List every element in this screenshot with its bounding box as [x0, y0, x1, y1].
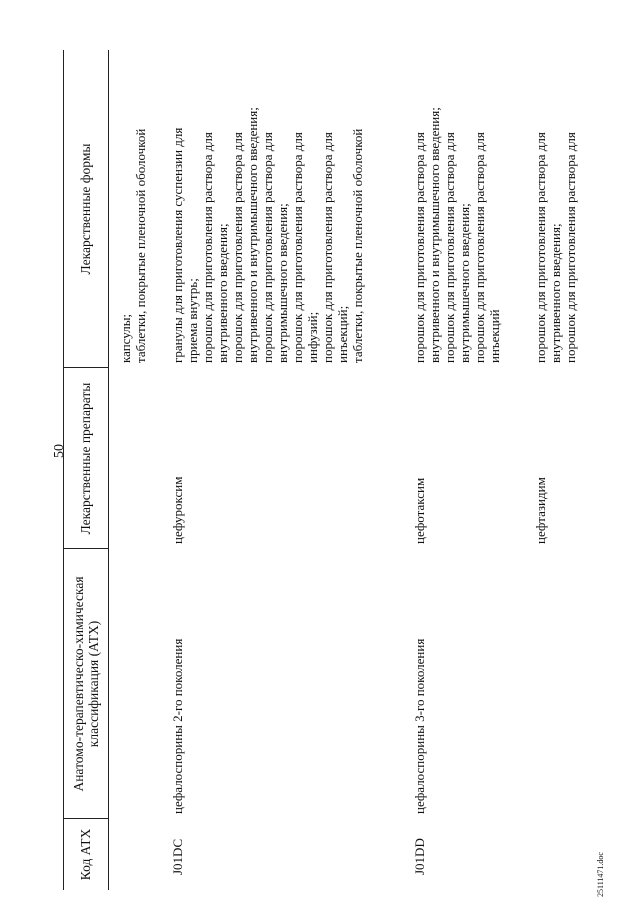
row-forms — [170, 107, 365, 363]
header-forms: Лекарственные формы — [78, 143, 93, 275]
form-line: инфузий; — [305, 311, 320, 363]
form-line: инъекций — [487, 309, 502, 363]
page-number: 50 — [52, 444, 67, 458]
row-classification: цефалоспорины 3-го поколения — [412, 638, 427, 814]
form-line: порошок для приготовления раствора для — [533, 132, 548, 363]
form-line: инъекций; — [335, 305, 350, 363]
form-line: порошок для приготовления раствора для — [290, 132, 305, 363]
continuation-forms — [118, 129, 148, 363]
header-classification-line2: классификация (АТХ) — [85, 620, 101, 748]
row-code: J01DC — [170, 838, 185, 875]
row-code: J01DD — [412, 838, 427, 875]
form-line: капсулы; — [118, 313, 133, 363]
form-line: внутривенного и внутримышечного введения; — [245, 107, 260, 363]
row-forms — [533, 132, 578, 363]
form-line: внутримышечного введения; — [457, 203, 472, 363]
form-line: порошок для приготовления раствора для — [200, 132, 215, 363]
header-bottom-border — [108, 50, 109, 890]
form-line: внутривенного введения; — [548, 223, 563, 363]
header-classification — [63, 549, 108, 819]
form-line: порошок для приготовления раствора для — [320, 132, 335, 363]
form-line: порошок для приготовления раствора для — [442, 132, 457, 363]
row-drug: цефуроксим — [170, 476, 185, 544]
form-line: таблетки, покрытые пленочной оболочкой — [350, 128, 365, 363]
form-line: внутривенного введения; — [215, 223, 230, 363]
form-line: порошок для приготовления раствора для — [230, 132, 245, 363]
row-classification: цефалоспорины 2-го поколения — [170, 638, 185, 814]
header-drugs: Лекарственные препараты — [78, 382, 93, 535]
row-drug: цефтазидим — [533, 477, 548, 544]
form-line: приема внутрь; — [185, 278, 200, 363]
row-forms — [412, 107, 502, 363]
form-line: гранулы для приготовления суспензии для — [170, 127, 185, 363]
form-line: порошок для приготовления раствора для — [563, 132, 578, 363]
header-classification-line1: Анатомо-терапевтическо-химическая — [70, 576, 86, 792]
form-line: внутривенного и внутримышечного введения; — [427, 107, 442, 363]
form-line: порошок для приготовления раствора для — [260, 132, 275, 363]
form-line: порошок для приготовления раствора для — [412, 132, 427, 363]
form-line: внутримышечного введения; — [275, 203, 290, 363]
form-line: таблетки, покрытые пленочной оболочкой — [133, 128, 148, 363]
row-drug: цефотаксим — [412, 477, 427, 544]
form-line: порошок для приготовления раствора для — [472, 132, 487, 363]
document-reference: 25111471.doc — [596, 852, 605, 897]
header-code: Код АТХ — [78, 828, 93, 881]
